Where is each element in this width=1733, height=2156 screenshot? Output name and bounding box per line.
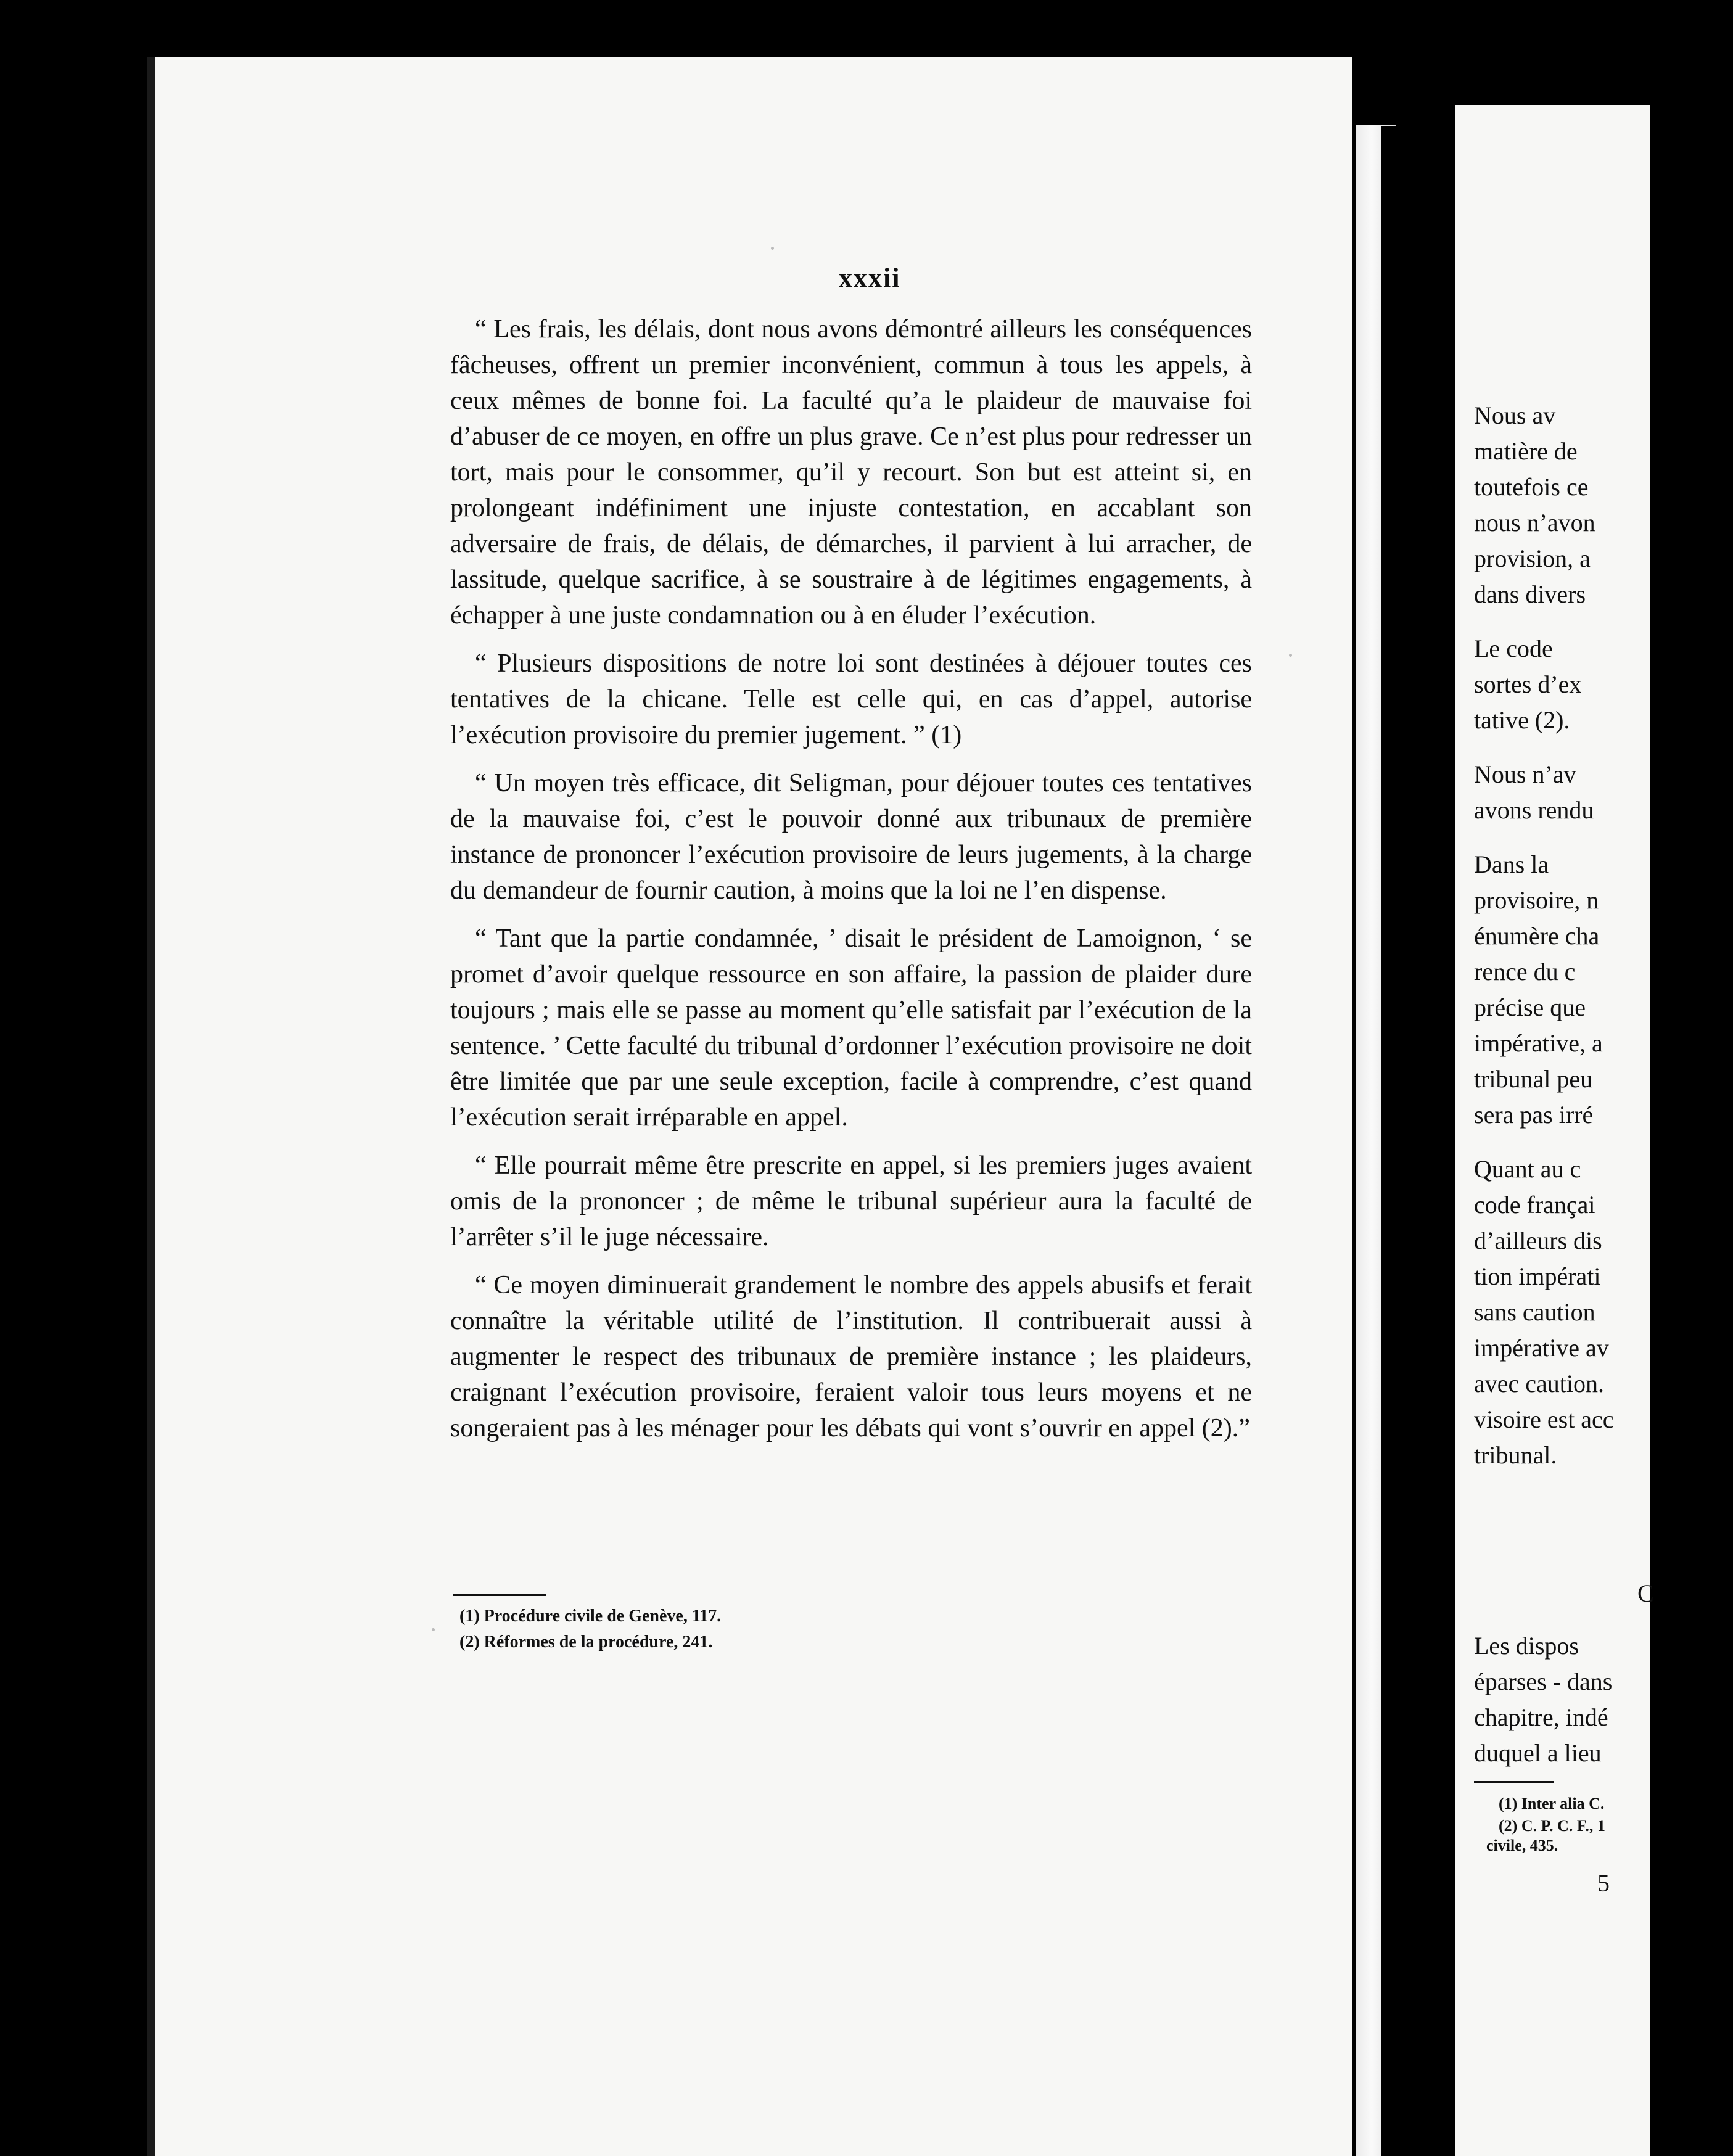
footnote-2: (2) Réformes de la procédure, 241. [459, 1632, 713, 1652]
right-page-line: Dans la [1474, 850, 1549, 878]
right-page-line: sans caution [1474, 1298, 1595, 1326]
right-page-line: chapitre, indé [1474, 1703, 1608, 1731]
right-page-line: dans divers [1474, 580, 1586, 608]
right-page-line: nous n’avon [1474, 509, 1595, 537]
right-page-body [1474, 398, 1733, 1473]
right-page-line: provision, a [1474, 545, 1591, 572]
right-page-line: impérative av [1474, 1334, 1609, 1362]
right-page-line: énumère cha [1474, 922, 1600, 950]
right-page-line: Nous av [1474, 401, 1556, 429]
right-page-line: Les dispos [1474, 1632, 1579, 1660]
right-page-line: impérative, a [1474, 1029, 1603, 1057]
right-page-line: visoire est acc [1474, 1405, 1614, 1433]
right-page-line: tribunal. [1474, 1441, 1557, 1469]
left-page-body [450, 311, 1252, 1459]
paragraph: “ Les frais, les délais, dont nous avons démontré ailleurs les conséquences fâcheuses, offrent un premier inconvénient, commun à tous les appels, à ceux mêmes de bonne foi. La faculté qu’a le plaideur de mauvaise foi d’abuser de ce moyen, en offre un plus grave. Ce n’est plus pour redresser un tort, mais pour le consommer, qu’il y recourt. Son but est atteint si, en prolongeant indéfiniment une injuste contestation, en accablant son adversaire de frais, de délais, de démarches, il parvient à lui arracher, de lassitude, quelque sacrifice, à se soustraire à de légitimes engagements, à échapper à une juste condamnation ou à en éluder l’exécution. [450, 315, 1252, 630]
right-page-line: sera pas irré [1474, 1101, 1594, 1129]
paragraph: “ Elle pourrait même être prescrite en appel, si les premiers juges avaient omis de la prononcer ; de même le tribunal supérieur aura la faculté de l’arrêter s’il le juge nécessaire. [450, 1151, 1252, 1251]
right-page-line: éparses - dans [1474, 1668, 1613, 1695]
binding-shadow [1381, 126, 1455, 2156]
paragraph: “ Un moyen très efficace, dit Seligman, pour déjouer toutes ces tentatives de la mauvaise foi, c’est le pouvoir donné aux tribunaux de première instance de prononcer l’exécution provisoire de leurs jugements, à la charge du demandeur de fournir caution, à moins que la loi ne l’en dispense. [450, 769, 1252, 905]
right-footnote-1: (1) Inter alia C. [1499, 1795, 1605, 1812]
paragraph: “ Ce moyen diminuerait grandement le nombre des appels abusifs et ferait connaître la véritable utilité de l’institution. Il contribuerait aussi à augmenter le respect des tribunaux de première instance ; les plaideurs, craignant l’exécution provisoire, feraient valoir tous leurs moyens et ne songeraient pas à les ménager pour les débats qui vont s’ouvrir en appel (2).” [450, 1271, 1252, 1442]
right-page-line: provisoire, n [1474, 886, 1599, 914]
right-footnote-3: civile, 435. [1486, 1837, 1558, 1854]
paragraph: “ Tant que la partie condamnée, ’ disait le président de Lamoignon, ‘ se promet d’avoir quelque ressource en son affaire, la passion de plaider dure toujours ; mais elle se passe au moment qu’elle satisfait par l’exécution de la sentence. ’ Cette faculté du tribunal d’ordonner l’exécution provisoire ne doit être limitée que par une seule exception, facile à comprendre, c’est quand l’exécution serait irréparable en appel. [450, 924, 1252, 1132]
right-page-line: tion impérati [1474, 1262, 1601, 1290]
right-page-line: toutefois ce [1474, 473, 1589, 501]
right-page-line: tribunal peu [1474, 1065, 1593, 1093]
right-footnote-2: (2) C. P. C. F., 1 [1499, 1817, 1605, 1835]
right-page-body-continued [1474, 1628, 1733, 1771]
right-page-line: avec caution. [1474, 1370, 1604, 1397]
right-page-line: matière de [1474, 437, 1578, 465]
paragraph-gap [1474, 738, 1733, 757]
paragraph-gap [1474, 612, 1733, 631]
right-page-line: Le code [1474, 635, 1553, 662]
scan-speck [771, 247, 774, 250]
right-page-line: sortes d’ex [1474, 670, 1582, 698]
right-page-line: Quant au c [1474, 1155, 1581, 1183]
scan-speck [432, 1628, 435, 1631]
right-page [1455, 105, 1654, 2156]
paragraph-gap [1474, 1133, 1733, 1151]
right-page-line: avons rendu [1474, 796, 1594, 824]
right-page-line: code françai [1474, 1191, 1595, 1219]
right-page-line: Nous n’av [1474, 760, 1576, 788]
footnote-1: (1) Procédure civile de Genève, 117. [459, 1607, 722, 1626]
right-page-line: d’ailleurs dis [1474, 1227, 1602, 1254]
footnote-rule [453, 1594, 546, 1596]
running-head: xxxii [839, 263, 901, 293]
paragraph: “ Plusieurs dispositions de notre loi sont destinées à déjouer toutes ces tentatives de la chicane. Telle est celle qui, en cas d’appel, autorise l’exécution provisoire du premier jugement. ” (1) [450, 649, 1252, 749]
page-number: 5 [1597, 1869, 1610, 1897]
right-page-heading: C [1637, 1579, 1654, 1607]
paragraph-gap [1474, 828, 1733, 847]
scan-speck [1289, 654, 1292, 657]
right-page-line: duquel a lieu [1474, 1739, 1602, 1767]
footnote-rule [1474, 1781, 1554, 1783]
right-page-line: rence du c [1474, 958, 1576, 985]
right-page-line: tative (2). [1474, 706, 1570, 734]
right-page-line: précise que [1474, 994, 1586, 1021]
